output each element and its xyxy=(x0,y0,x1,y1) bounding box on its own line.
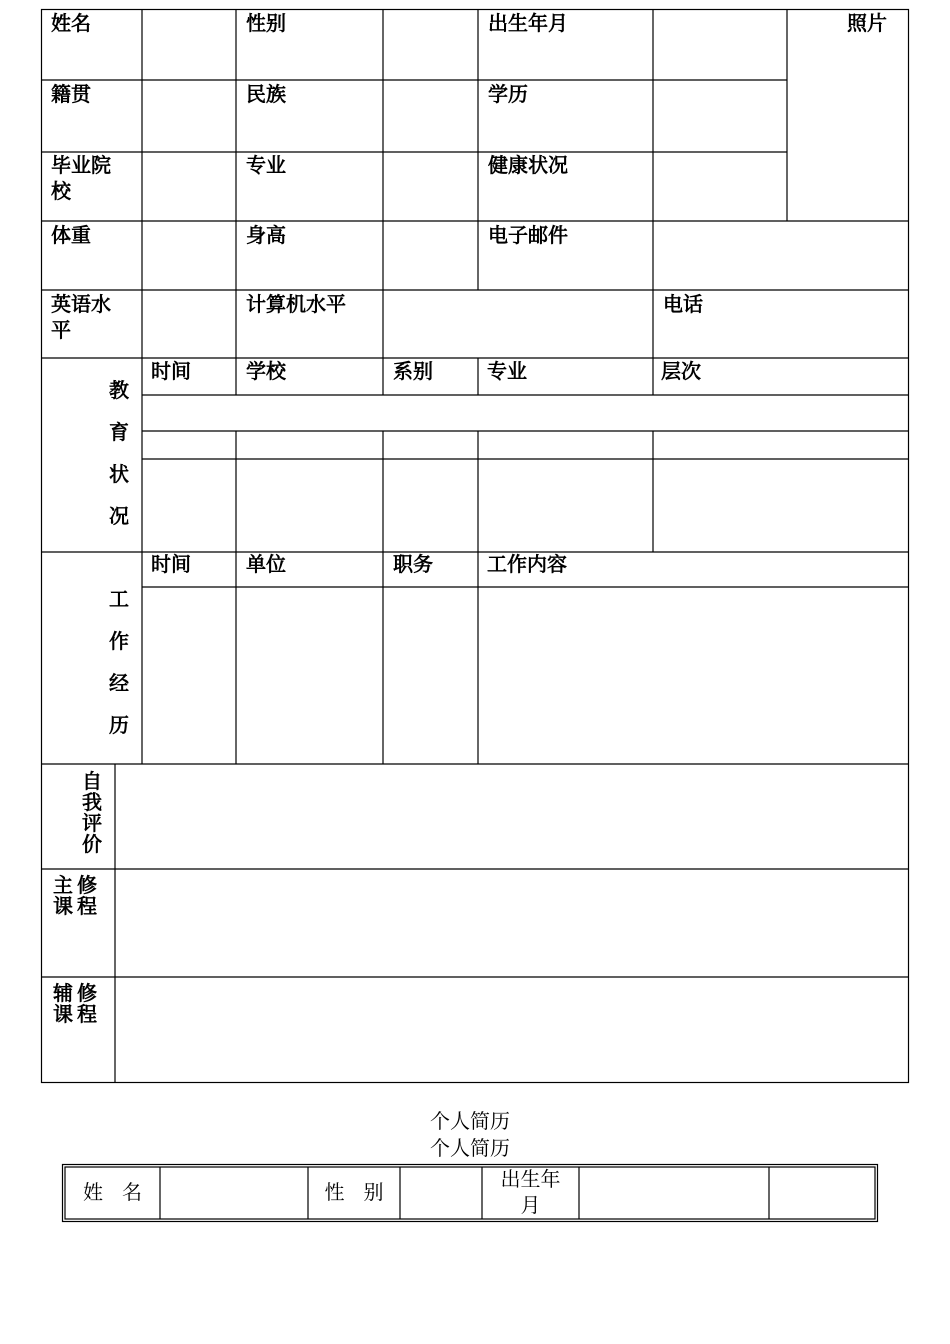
footer-birth-label: 出生年 月 xyxy=(500,1167,561,1217)
edu-header-school: 学校 xyxy=(246,359,286,383)
weight-label: 体重 xyxy=(51,223,91,247)
footer-title-2: 个人简历 xyxy=(430,1136,510,1160)
education-section-title: 教 育 状 况 xyxy=(109,378,129,528)
edu-header-major: 专业 xyxy=(487,359,527,383)
gender-label: 性别 xyxy=(246,11,286,35)
phone-label: 电话 xyxy=(663,292,703,316)
computer-label: 计算机水平 xyxy=(246,292,346,316)
footer-name-label: 姓 名 xyxy=(82,1180,143,1204)
major-label: 专业 xyxy=(246,153,286,177)
work-header-content: 工作内容 xyxy=(487,552,567,576)
minor-courses-label: 辅修 课程 xyxy=(53,981,101,1026)
english-label: 英语水 平 xyxy=(51,292,111,342)
self-evaluation-label: 自 我 评 价 xyxy=(82,769,102,856)
ethnicity-label: 民族 xyxy=(246,82,286,106)
school-label: 毕业院 校 xyxy=(51,153,111,203)
work-section-title: 工 作 经 历 xyxy=(109,587,129,737)
name-label: 姓名 xyxy=(51,11,91,35)
edu-header-level: 层次 xyxy=(661,359,701,383)
photo-label: 照片 xyxy=(847,11,887,35)
main-courses-label: 主修 课程 xyxy=(53,873,101,918)
edu-header-department: 系别 xyxy=(393,359,433,383)
health-label: 健康状况 xyxy=(488,153,568,177)
education-label: 学历 xyxy=(488,82,528,106)
birth-label: 出生年月 xyxy=(488,11,568,35)
work-header-company: 单位 xyxy=(246,552,286,576)
work-header-position: 职务 xyxy=(393,552,433,576)
email-label: 电子邮件 xyxy=(488,223,568,247)
height-label: 身高 xyxy=(246,223,286,247)
work-header-time: 时间 xyxy=(151,552,191,576)
edu-header-time: 时间 xyxy=(151,359,191,383)
footer-title-1: 个人简历 xyxy=(430,1109,510,1133)
footer-gender-label: 性 别 xyxy=(324,1180,384,1204)
native-place-label: 籍贯 xyxy=(51,82,91,106)
